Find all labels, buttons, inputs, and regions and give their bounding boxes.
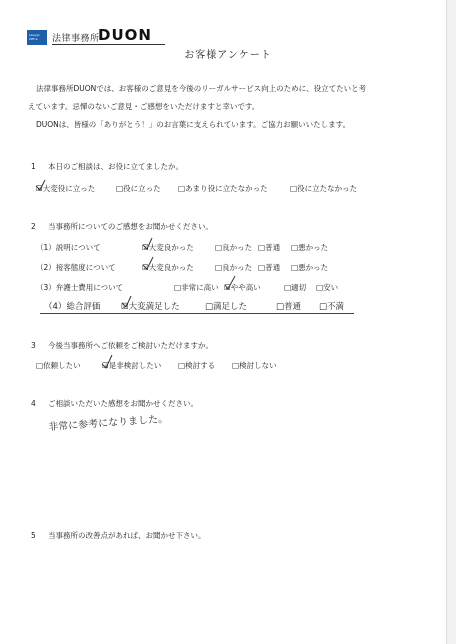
option-checked[interactable]: ☑大変良かった — [142, 263, 194, 272]
check-mark-icon — [143, 238, 152, 249]
option[interactable]: □普通 — [258, 263, 281, 272]
option[interactable]: □良かった — [215, 243, 253, 252]
q5-number: 5 — [31, 531, 36, 540]
option[interactable]: □普通 — [276, 302, 302, 312]
option[interactable]: □検討しない — [232, 361, 277, 370]
option[interactable]: □検討する — [178, 361, 216, 370]
option-checked[interactable]: ☑大変満足した — [121, 302, 180, 312]
option[interactable]: □不満 — [319, 302, 345, 312]
intro-line-3: DUONは、皆様の「ありがとう！」のお言葉に支えられています。ご協力お願いいたします。 — [36, 120, 351, 129]
option-checked[interactable]: ☑大変役に立った — [36, 184, 96, 193]
option[interactable]: □良かった — [215, 263, 253, 272]
brand-name: DUON — [98, 26, 152, 44]
page-title: お客様アンケート — [184, 50, 272, 61]
row-label: （4）総合評価 — [44, 302, 101, 312]
option[interactable]: □非常に高い — [174, 283, 219, 292]
row-label: （3）弁護士費用について — [36, 283, 124, 292]
option[interactable]: □普通 — [258, 243, 281, 252]
check-mark-icon — [122, 296, 131, 307]
option[interactable]: □適切 — [284, 283, 307, 292]
q1-question: 本日のご相談は、お役に立てましたか。 — [48, 162, 183, 171]
q4-number: 4 — [31, 399, 36, 408]
q3-question: 今後当事務所へご依頼をご検討いただけますか。 — [48, 341, 213, 350]
q2-question: 当事務所についてのご感想をお聞かせください。 — [48, 222, 213, 231]
option[interactable]: □安い — [316, 283, 339, 292]
handwritten-answer[interactable]: 非常に参考になりました。 — [47, 413, 169, 434]
option[interactable]: □依頼したい — [36, 361, 81, 370]
check-mark-icon — [102, 355, 112, 368]
option[interactable]: □悪かった — [291, 243, 329, 252]
option[interactable]: □悪かった — [291, 263, 329, 272]
intro-line-2: えています。忌憚のないご意見・ご感想をいただけますと幸いです。 — [28, 102, 260, 111]
q2-number: 2 — [31, 222, 36, 231]
row-label: （2）接客態度について — [36, 263, 116, 272]
option[interactable]: □あまり役に立たなかった — [178, 184, 268, 193]
option[interactable]: □役に立たなかった — [290, 184, 358, 193]
check-mark-icon — [36, 180, 45, 190]
q1-number: 1 — [31, 162, 36, 171]
option[interactable]: □役に立った — [116, 184, 161, 193]
intro-line-1: 法律事務所DUONでは、お客様のご意見を今後のリーガルサービス向上のために、役立てたいと考 — [36, 84, 367, 93]
check-mark-icon — [143, 257, 153, 269]
q3-number: 3 — [31, 341, 36, 350]
firm-label: 法律事務所 — [52, 34, 100, 44]
q5-question: 当事務所の改善点があれば、お聞かせ下さい。 — [48, 531, 206, 540]
q4-question: ご相談いただいた感想をお聞かせください。 — [48, 399, 198, 408]
option-checked[interactable]: ☑やや高い — [224, 283, 261, 292]
option[interactable]: □満足した — [205, 302, 248, 312]
option-checked[interactable]: ☑是非検討したい — [102, 361, 162, 370]
check-mark-icon — [225, 276, 235, 289]
option-checked[interactable]: ☑大変良かった — [142, 243, 194, 252]
row-label: （1）説明について — [36, 243, 101, 252]
firm-logo: Lawyer Office — [27, 30, 47, 45]
